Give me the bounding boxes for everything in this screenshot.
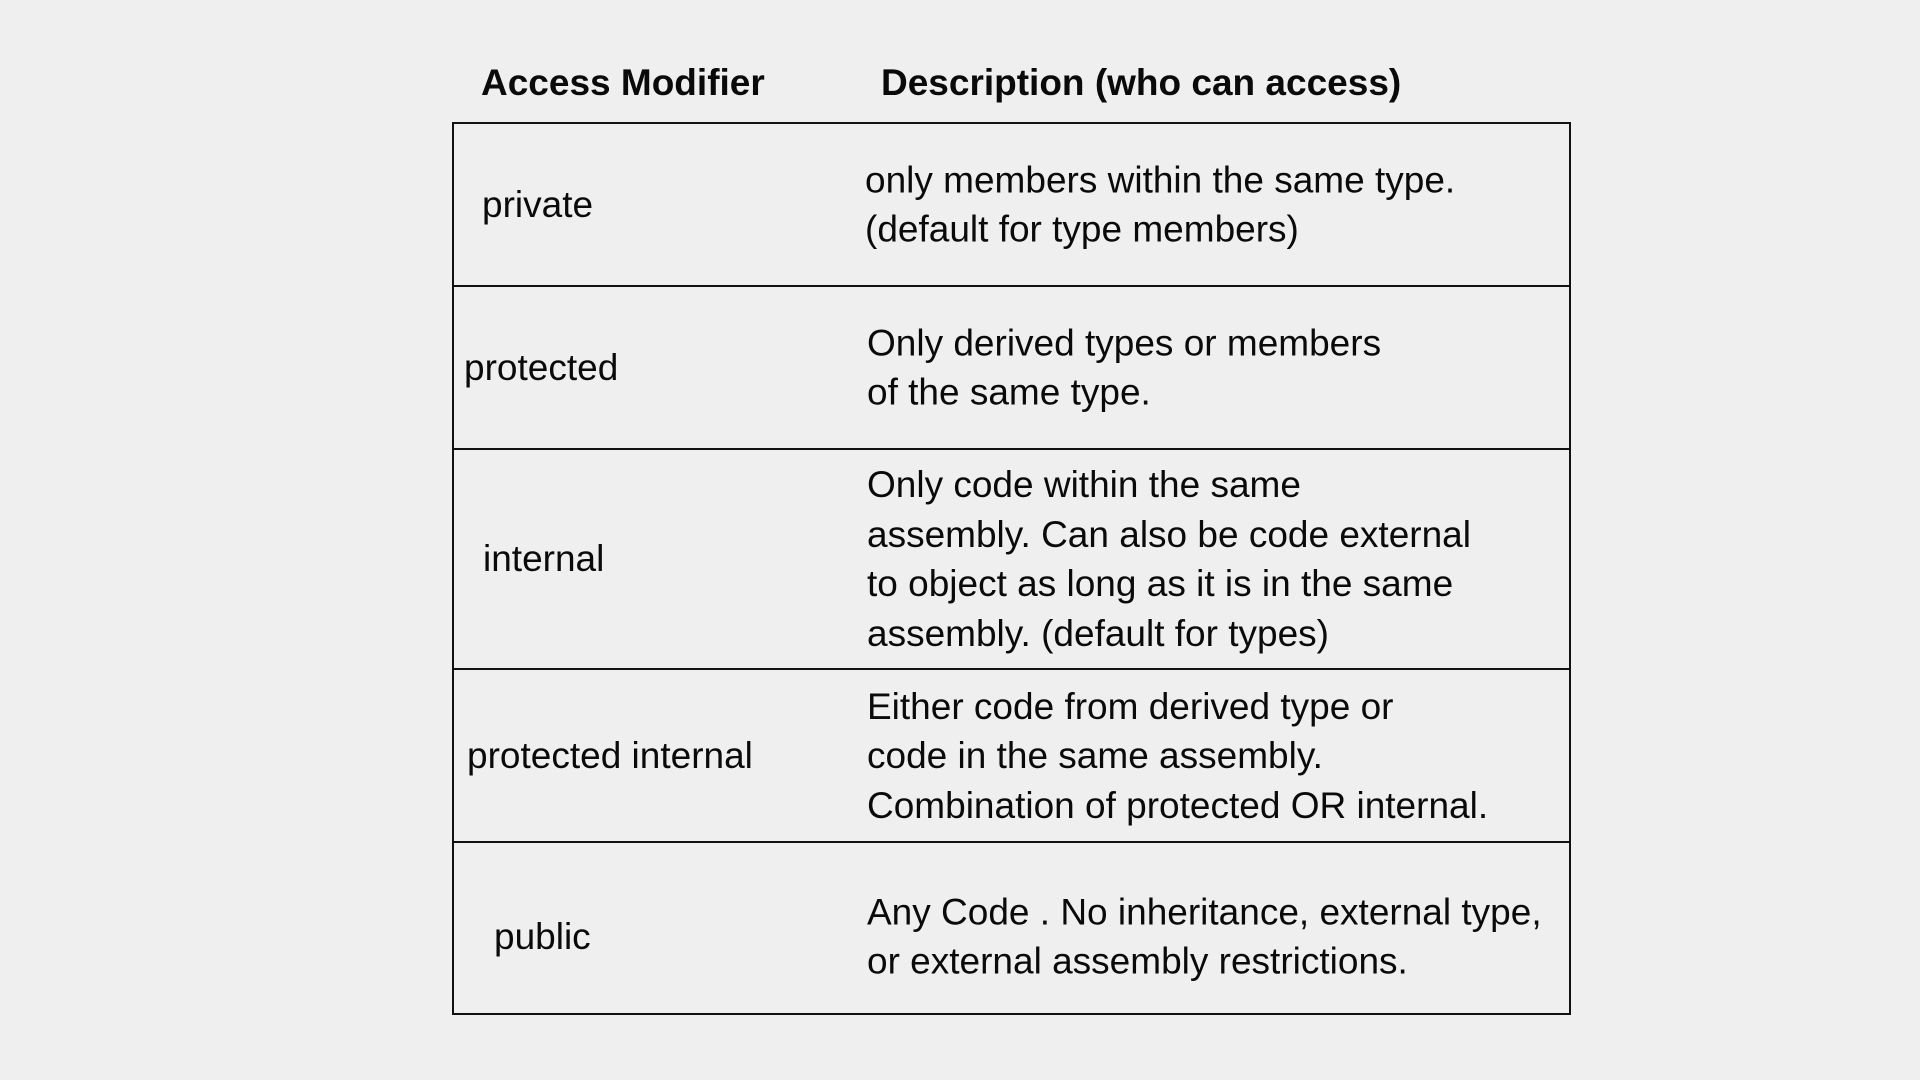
description-line: Only code within the same: [867, 464, 1301, 505]
description-cell: [867, 318, 1381, 417]
description-cell: [865, 155, 1455, 254]
modifier-cell: internal: [483, 538, 605, 579]
description-line: of the same type.: [867, 371, 1151, 413]
description-line: Either code from derived type or: [867, 685, 1394, 727]
table-row-public: [454, 843, 1569, 1013]
description-line: or external assembly restrictions.: [867, 940, 1408, 982]
column-header-access-modifier: Access Modifier: [481, 62, 765, 103]
description-cell: [867, 460, 1471, 658]
description-cell: [867, 681, 1488, 830]
table-row-internal: [454, 450, 1569, 670]
modifier-cell: protected: [464, 346, 619, 388]
description-line: Combination of protected OR internal.: [867, 784, 1489, 826]
description-line: (default for type members): [865, 208, 1299, 250]
description-line: assembly. Can also be code external: [867, 513, 1471, 555]
description-line: to object as long as it is in the same: [867, 563, 1454, 604]
table-row-protected-internal: [454, 670, 1569, 843]
modifier-cell: protected internal: [467, 734, 753, 776]
description-line: Any Code . No inheritance, external type,: [867, 891, 1542, 932]
description-line: code in the same assembly.: [867, 734, 1323, 776]
table-row-protected: [454, 287, 1569, 450]
access-modifier-table: [452, 122, 1571, 1015]
modifier-cell: public: [494, 915, 591, 957]
column-header-description: Description (who can access): [881, 62, 1402, 103]
description-line: only members within the same type.: [865, 159, 1456, 200]
description-line: Only derived types or members: [867, 322, 1382, 363]
description-cell: [867, 887, 1542, 986]
table-row-private: [454, 124, 1569, 287]
modifier-cell: private: [482, 183, 594, 225]
description-line: assembly. (default for types): [867, 612, 1329, 654]
